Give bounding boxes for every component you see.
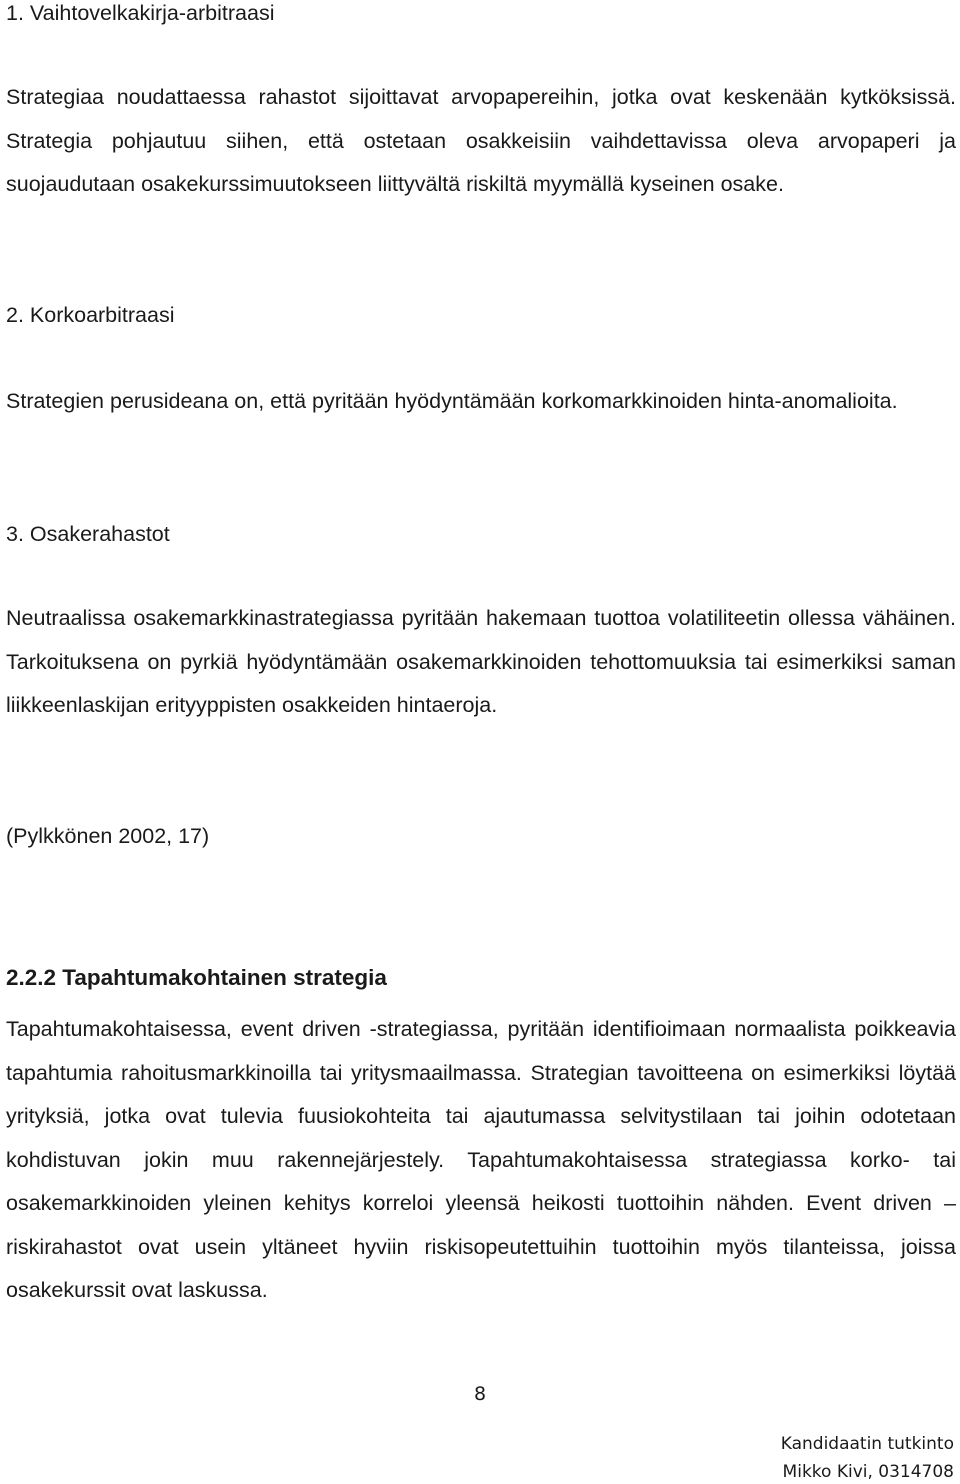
citation: (Pylkkönen 2002, 17) (6, 824, 210, 848)
subsection-title: 2.2.2 Tapahtumakohtainen strategia (6, 965, 387, 990)
section-heading-1: 1. Vaihtovelkakirja-arbitraasi (6, 1, 275, 25)
subsection-paragraph: Tapahtumakohtaisessa, event driven -strategiassa, pyritään identifioimaan normaalista poikkeavia tapahtumia rahoitusmarkkinoilla tai yritysmaailmassa. Strategian tavoitteena on esimerkiksi löytää yrityksiä, jotka ovat tulevia fuusiokohteita tai ajautumassa selvitystilaan tai joihin odotetaan kohdistuvan jokin muu rakennejärjestely. Tapahtumakohtaisessa strategiassa korko- tai osakemarkkinoiden yleinen kehitys korreloi yleensä heikosti tuottoihin nähden. Event driven –riskirahastot ovat usein yltäneet hyviin riskisopeutettuihin tuottoihin myös tilanteissa, joissa osakekurssit ovat laskussa. (6, 1017, 956, 1302)
section-paragraph-1: Strategiaa noudattaessa rahastot sijoittavat arvopapereihin, jotka ovat keskenään kytköksissä. Strategia pohjautuu siihen, että ostetaan osakkeisiin vaihdettavissa oleva arvopaperi ja suojaudutaan osakekurssimuutokseen liittyvältä riskiltä myymällä kyseinen osake. (6, 85, 956, 196)
footer-author: Mikko Kivi, 0314708 (782, 1462, 954, 1482)
footer-degree: Kandidaatin tutkinto (780, 1434, 954, 1454)
section-paragraph-3: Neutraalissa osakemarkkinastrategiassa pyritään hakemaan tuottoa volatiliteetin ollessa vähäinen. Tarkoituksena on pyrkiä hyödyntämään osakemarkkinoiden tehottomuuksia tai esimerkiksi saman liikkeenlaskijan erityyppisten osakkeiden hintaeroja. (6, 606, 956, 717)
section-paragraph-2: Strategien perusideana on, että pyritään hyödyntämään korkomarkkinoiden hinta-anomalioita. (6, 389, 898, 413)
page-number: 8 (473, 1383, 487, 1405)
section-heading-3: 3. Osakerahastot (6, 522, 170, 546)
section-heading-2: 2. Korkoarbitraasi (6, 303, 175, 327)
